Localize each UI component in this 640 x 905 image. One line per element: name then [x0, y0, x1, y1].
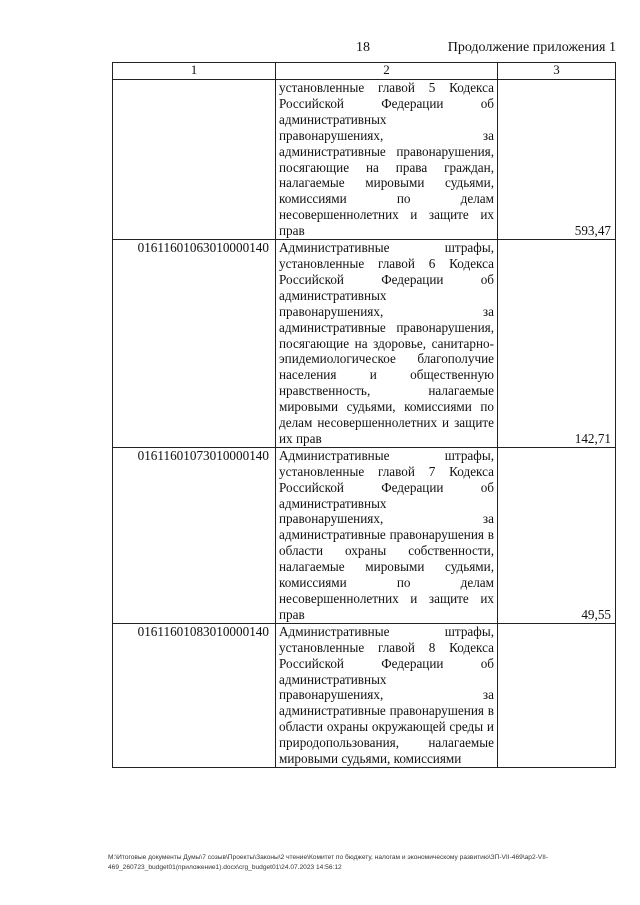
table-row — [113, 80, 616, 240]
row-amount — [498, 623, 616, 767]
budget-code: 01611601073010000140 — [113, 447, 276, 623]
budget-code: 01611601083010000140 — [113, 623, 276, 767]
column-header-2: 2 — [276, 63, 498, 80]
row-description — [276, 447, 498, 623]
row-description-text: Административные штрафы, установленные главой 8 Кодекса Российской Федерации об административных правонарушениях, за административные правонарушения в области охраны окружающей среды и природопользования, налагаемые мировыми судьями, комиссиями — [279, 623, 494, 767]
table-row — [113, 447, 616, 623]
table-row — [113, 240, 616, 448]
budget-table — [112, 62, 616, 768]
row-amount: 593,47 — [498, 80, 616, 240]
page-number: 18 — [356, 40, 370, 55]
row-description — [276, 80, 498, 240]
row-description-text: Административные штрафы, установленные главой 7 Кодекса Российской Федерации об административных правонарушениях, за административные правонарушения в области охраны собственности, налагаемые мировыми судьями, комиссиями по делам несовершеннолетних и защите их прав — [279, 447, 494, 622]
budget-code: 01611601063010000140 — [113, 240, 276, 448]
table-row — [113, 623, 616, 767]
column-header-1: 1 — [113, 63, 276, 80]
table-header-row — [113, 63, 616, 80]
column-header-3: 3 — [498, 63, 616, 80]
row-amount: 142,71 — [498, 240, 616, 448]
row-amount: 49,55 — [498, 447, 616, 623]
file-path-footer: М:\Итоговые документы Думы\7 созыв\Проекты\Законы\2 чтение\Комитет по бюджету, налогам и экономическому развитию\ЗП-VII-469\ap2-VII-469_260723_budget01(приложение1).docx\crg_budget01\24.07.2023 14:56:12 — [108, 854, 549, 871]
row-description — [276, 240, 498, 448]
continuation-label: Продолжение приложения 1 — [447, 40, 616, 55]
row-description-text: Административные штрафы, установленные главой 6 Кодекса Российской Федерации об административных правонарушениях, за административные правонарушения, посягающие на здоровье, санитарно-эпидемиологическое благополучие населения и общественную нравственность, налагаемые мировыми судьями, комиссиями по делам несовершеннолетних и защите их прав — [279, 240, 494, 446]
row-description-text: установленные главой 5 Кодекса Российской Федерации об административных правонарушениях, за административные правонарушения, посягающие на права граждан, налагаемые мировыми судьями, комиссиями по делам несовершеннолетних и защите их прав — [279, 80, 494, 239]
budget-code — [113, 80, 276, 240]
row-description — [276, 623, 498, 767]
